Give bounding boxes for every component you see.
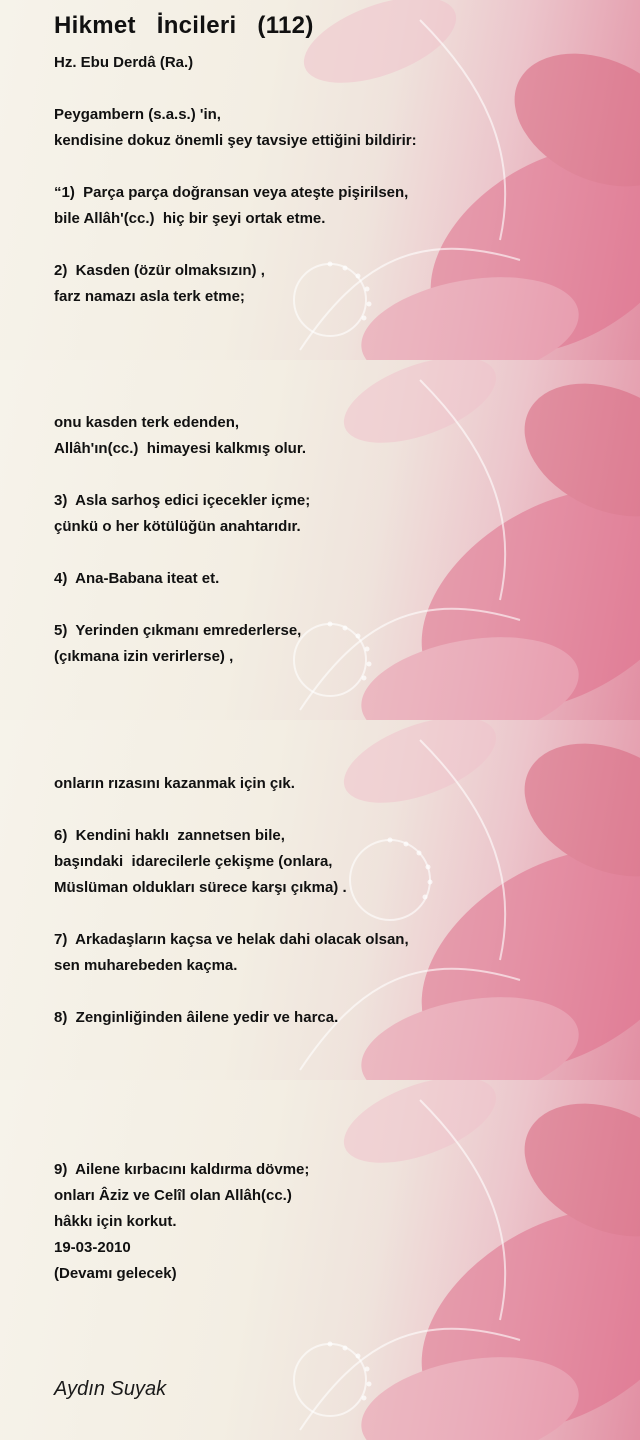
poem-line: “1) Parça parça doğransan veya ateşte pişirilsen, <box>54 184 409 201</box>
poem-line <box>54 797 614 823</box>
poem-line: 7) Arkadaşların kaçsa ve helak dahi olacak olsan, <box>54 931 409 948</box>
poem-line: 2) Kasden (özür olmaksızın) , <box>54 262 265 279</box>
poem-line: farz namazı asla terk etme; <box>54 288 245 305</box>
poem-line: 8) Zenginliğinden âilene yedir ve harca. <box>54 1009 339 1026</box>
poem-line <box>54 232 614 258</box>
poem-panel-3 <box>0 720 640 1080</box>
poem-line: 3) Asla sarhoş edici içecekler içme; <box>54 492 311 509</box>
poem-line <box>54 76 614 102</box>
poem-panel-1 <box>0 0 640 360</box>
poem-text-block-3 <box>54 771 614 1031</box>
poem-line: (çıkmana izin verirlerse) , <box>54 648 234 665</box>
poem-line: Müslüman oldukları sürece karşı çıkma) . <box>54 879 347 896</box>
poem-line: sen muharebeden kaçma. <box>54 957 238 974</box>
poem-line <box>54 462 614 488</box>
poem-line: 4) Ana-Babana iteat et. <box>54 570 220 587</box>
poem-line <box>54 154 614 180</box>
poem-line: Hz. Ebu Derdâ (Ra.) <box>54 54 194 71</box>
poem-line <box>54 901 614 927</box>
poem-panel-2 <box>0 360 640 720</box>
poem-line: çünkü o her kötülüğün anahtarıdır. <box>54 518 301 535</box>
poem-line: (Devamı gelecek) <box>54 1265 177 1282</box>
poem-line: 5) Yerinden çıkmanı emrederlerse, <box>54 622 302 639</box>
poem-line: başındaki idarecilerle çekişme (onlara, <box>54 853 333 870</box>
poem-line: kendisine dokuz önemli şey tavsiye ettiğini bildirir: <box>54 132 417 149</box>
author-signature: Aydın Suyak <box>54 1378 167 1400</box>
poem-line: Allâh'ın(cc.) himayesi kalkmış olur. <box>54 440 306 457</box>
poem-text-block-4 <box>54 1157 614 1287</box>
poem-line: onları Âziz ve Celîl olan Allâh(cc.) <box>54 1187 292 1204</box>
poem-text-block-1 <box>54 50 614 310</box>
poem-line: bile Allâh'(cc.) hiç bir şeyi ortak etme. <box>54 210 326 227</box>
page-title: Hikmet İncileri (112) <box>54 12 314 39</box>
poem-text-block-2 <box>54 410 614 670</box>
poem-line: 9) Ailene kırbacını kaldırma dövme; <box>54 1161 310 1178</box>
poem-line: Peygambern (s.a.s.) 'in, <box>54 106 221 123</box>
poem-line: hâkkı için korkut. <box>54 1213 177 1230</box>
poem-line: onların rızasını kazanmak için çık. <box>54 775 295 792</box>
poem-line <box>54 540 614 566</box>
poem-line <box>54 592 614 618</box>
poem-line: onu kasden terk edenden, <box>54 414 240 431</box>
poem-line: 6) Kendini haklı zannetsen bile, <box>54 827 285 844</box>
poem-line <box>54 979 614 1005</box>
poem-date: 19-03-2010 <box>54 1239 131 1256</box>
